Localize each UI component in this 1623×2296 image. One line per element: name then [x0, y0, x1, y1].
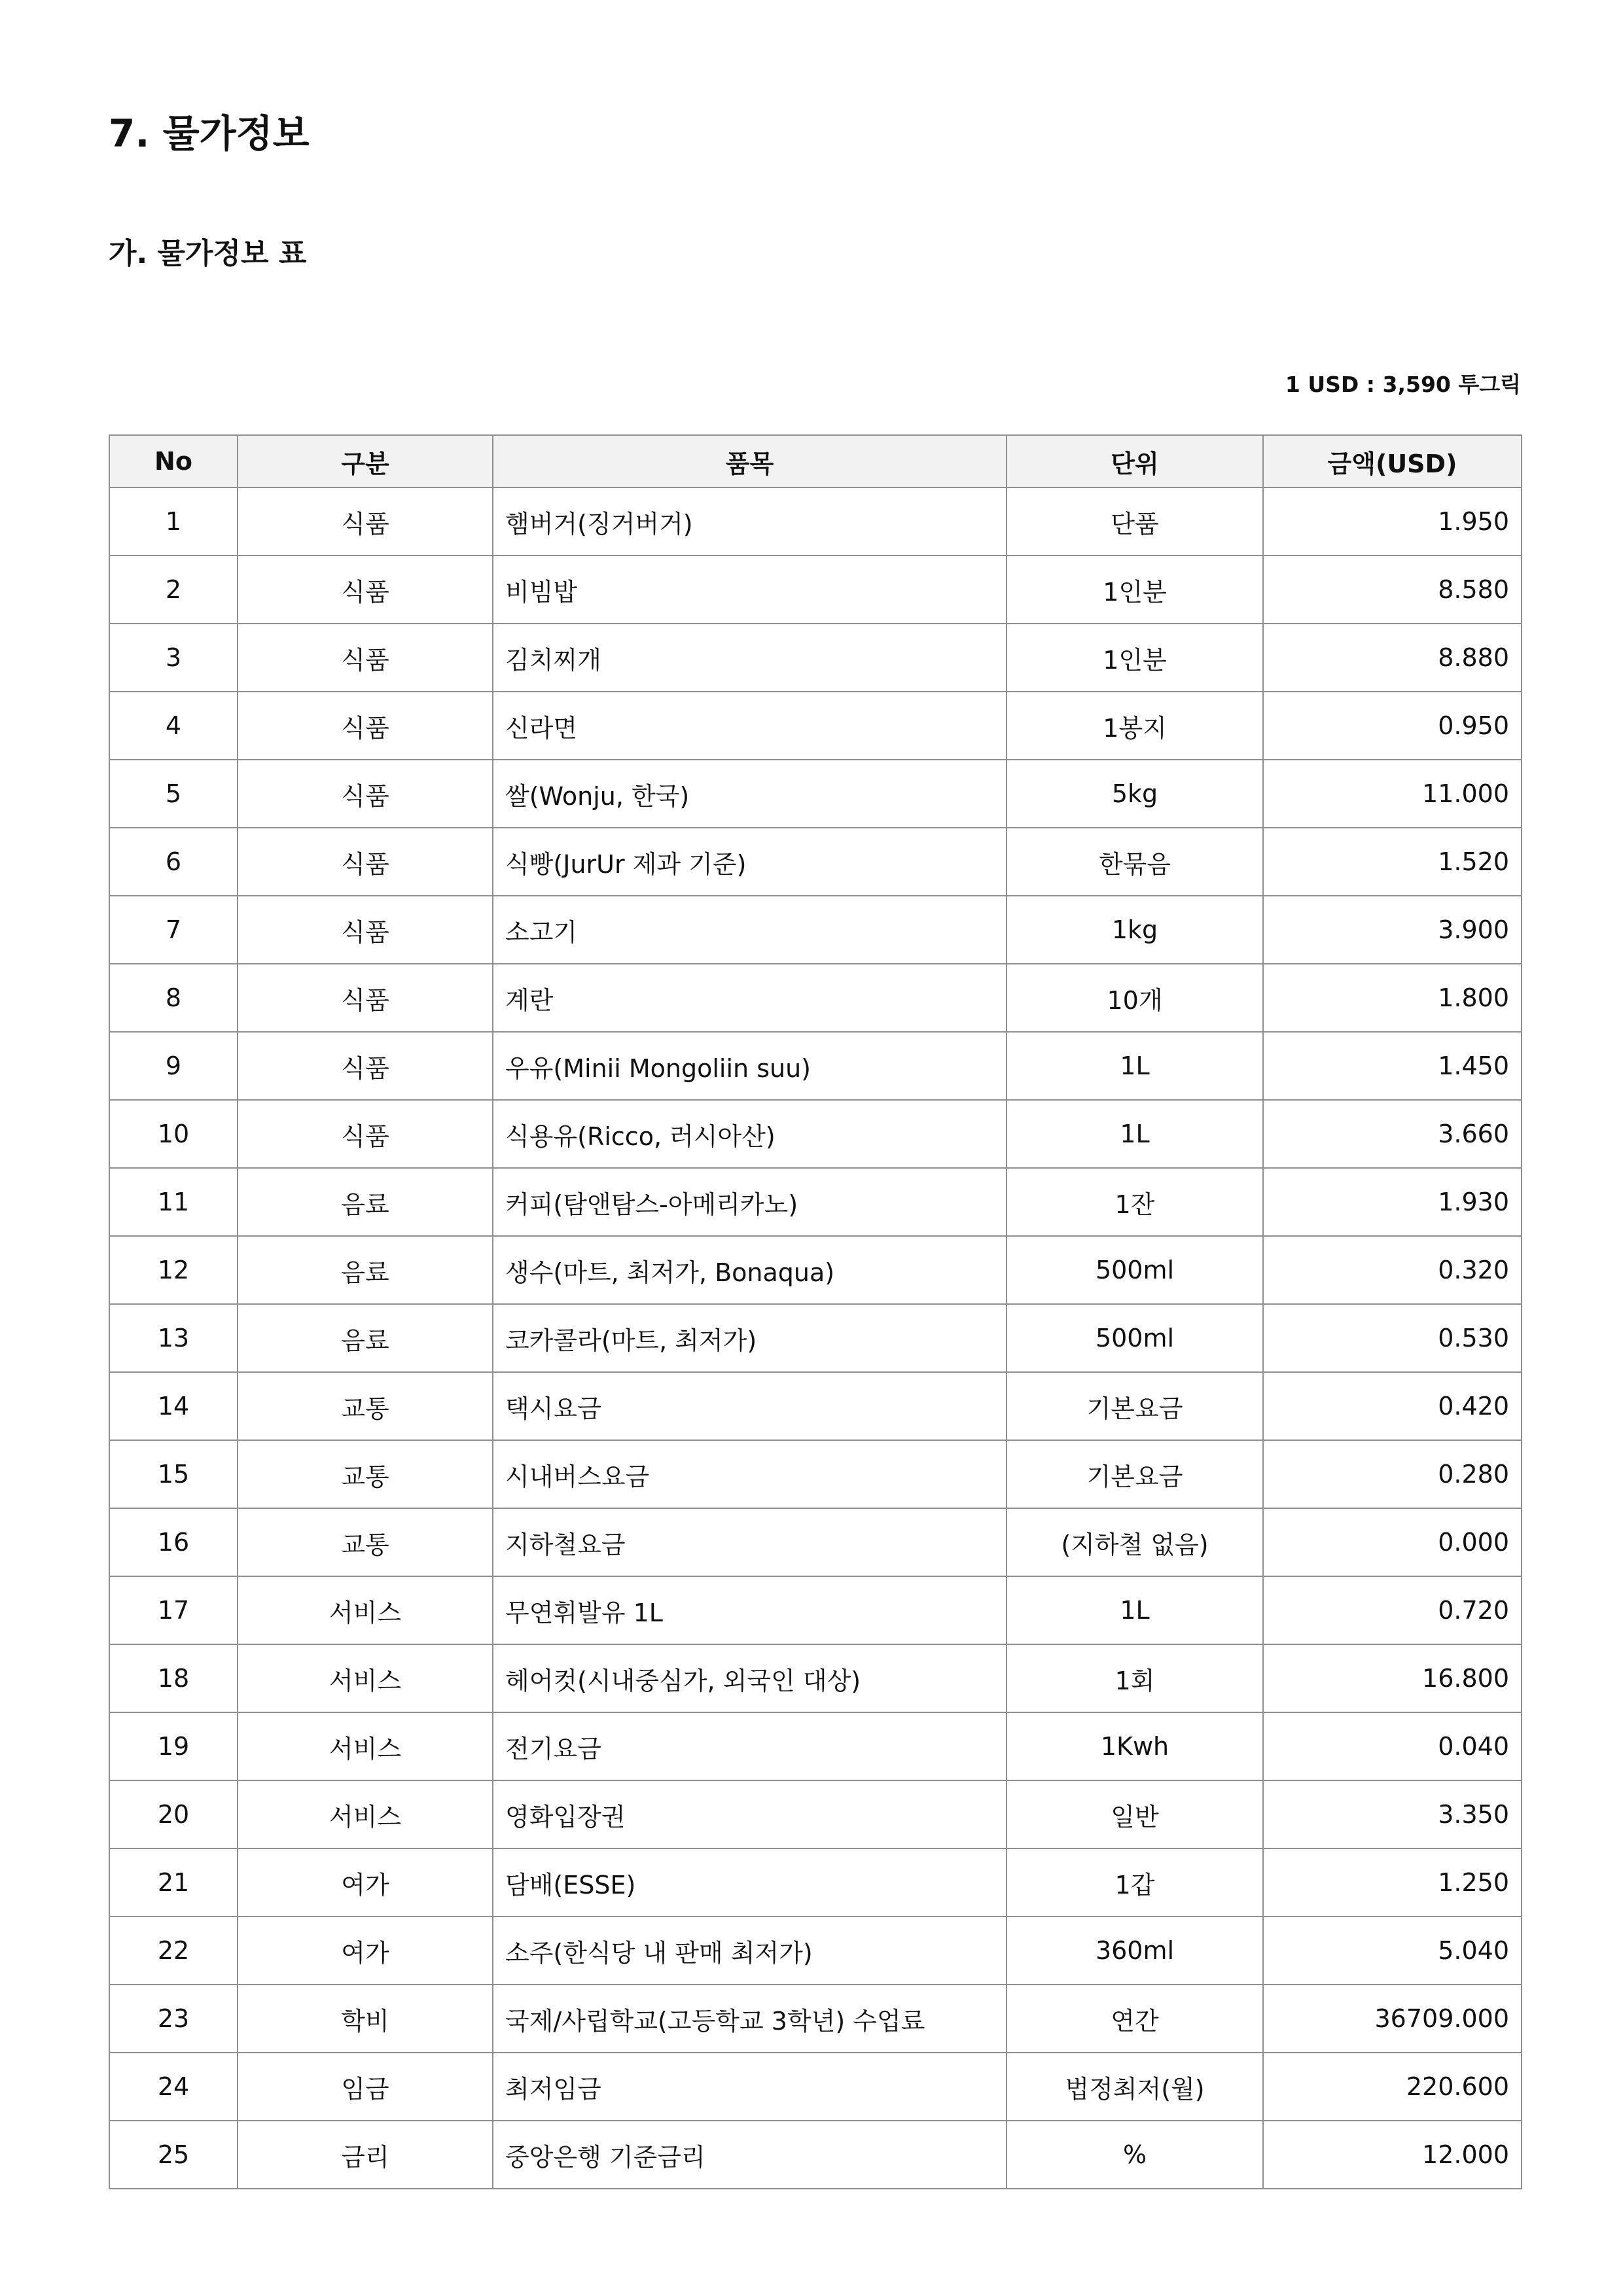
price-table — [109, 434, 1522, 2189]
cell-unit: 기본요금 — [1007, 1440, 1263, 1508]
cell-category: 식품 — [238, 1032, 493, 1100]
cell-no: 4 — [109, 692, 238, 760]
cell-category: 식품 — [238, 1100, 493, 1168]
table-row — [109, 1236, 1522, 1304]
cell-amount: 0.000 — [1263, 1508, 1522, 1576]
cell-no: 25 — [109, 2121, 238, 2189]
cell-no: 6 — [109, 828, 238, 896]
cell-amount: 0.320 — [1263, 1236, 1522, 1304]
table-body — [109, 487, 1522, 2189]
cell-no: 1 — [109, 487, 238, 556]
cell-no: 13 — [109, 1304, 238, 1372]
cell-unit: 360ml — [1007, 1916, 1263, 1985]
cell-unit: 1L — [1007, 1100, 1263, 1168]
cell-item: 무연휘발유 1L — [493, 1576, 1007, 1644]
cell-unit: % — [1007, 2121, 1263, 2189]
cell-item: 햄버거(징거버거) — [493, 487, 1007, 556]
cell-no: 24 — [109, 2053, 238, 2121]
cell-category: 여가 — [238, 1848, 493, 1916]
cell-amount: 1.450 — [1263, 1032, 1522, 1100]
cell-category: 식품 — [238, 556, 493, 624]
table-row — [109, 1712, 1522, 1780]
cell-no: 23 — [109, 1985, 238, 2053]
cell-item: 시내버스요금 — [493, 1440, 1007, 1508]
table-row — [109, 1916, 1522, 1985]
cell-item: 소고기 — [493, 896, 1007, 964]
cell-no: 18 — [109, 1644, 238, 1712]
cell-item: 쌀(Wonju, 한국) — [493, 760, 1007, 828]
table-row — [109, 1644, 1522, 1712]
cell-category: 서비스 — [238, 1576, 493, 1644]
section-title: 7. 물가정보 — [109, 111, 310, 156]
cell-amount: 12.000 — [1263, 2121, 1522, 2189]
table-row — [109, 556, 1522, 624]
cell-item: 영화입장권 — [493, 1780, 1007, 1848]
cell-no: 3 — [109, 624, 238, 692]
table-row — [109, 1372, 1522, 1440]
table-row — [109, 1780, 1522, 1848]
header-item: 품목 — [493, 435, 1007, 487]
header-category: 구분 — [238, 435, 493, 487]
table-row — [109, 896, 1522, 964]
table-row — [109, 1576, 1522, 1644]
cell-unit: 500ml — [1007, 1236, 1263, 1304]
header-unit: 단위 — [1007, 435, 1263, 487]
cell-amount: 36709.000 — [1263, 1985, 1522, 2053]
cell-amount: 16.800 — [1263, 1644, 1522, 1712]
cell-amount: 1.930 — [1263, 1168, 1522, 1236]
cell-no: 16 — [109, 1508, 238, 1576]
cell-item: 계란 — [493, 964, 1007, 1032]
cell-unit: 5kg — [1007, 760, 1263, 828]
cell-no: 12 — [109, 1236, 238, 1304]
cell-item: 택시요금 — [493, 1372, 1007, 1440]
cell-category: 식품 — [238, 964, 493, 1032]
cell-amount: 1.520 — [1263, 828, 1522, 896]
cell-unit: 1인분 — [1007, 624, 1263, 692]
table-row — [109, 1168, 1522, 1236]
cell-item: 국제/사립학교(고등학교 3학년) 수업료 — [493, 1985, 1007, 2053]
cell-amount: 5.040 — [1263, 1916, 1522, 1985]
cell-unit: 1kg — [1007, 896, 1263, 964]
table-row — [109, 1304, 1522, 1372]
cell-item: 헤어컷(시내중심가, 외국인 대상) — [493, 1644, 1007, 1712]
cell-amount: 0.280 — [1263, 1440, 1522, 1508]
cell-amount: 0.950 — [1263, 692, 1522, 760]
cell-amount: 0.530 — [1263, 1304, 1522, 1372]
cell-item: 소주(한식당 내 판매 최저가) — [493, 1916, 1007, 1985]
cell-unit: 1봉지 — [1007, 692, 1263, 760]
cell-item: 코카콜라(마트, 최저가) — [493, 1304, 1007, 1372]
cell-item: 전기요금 — [493, 1712, 1007, 1780]
cell-unit: 500ml — [1007, 1304, 1263, 1372]
cell-category: 교통 — [238, 1508, 493, 1576]
cell-item: 식빵(JurUr 제과 기준) — [493, 828, 1007, 896]
table-row — [109, 1508, 1522, 1576]
cell-unit: 1L — [1007, 1576, 1263, 1644]
cell-amount: 0.720 — [1263, 1576, 1522, 1644]
cell-category: 음료 — [238, 1236, 493, 1304]
header-no: No — [109, 435, 238, 487]
cell-amount: 1.250 — [1263, 1848, 1522, 1916]
cell-no: 2 — [109, 556, 238, 624]
cell-amount: 11.000 — [1263, 760, 1522, 828]
table-row — [109, 487, 1522, 556]
cell-unit: (지하철 없음) — [1007, 1508, 1263, 1576]
cell-no: 5 — [109, 760, 238, 828]
table-row — [109, 1032, 1522, 1100]
cell-category: 식품 — [238, 692, 493, 760]
cell-no: 7 — [109, 896, 238, 964]
cell-unit: 10개 — [1007, 964, 1263, 1032]
cell-no: 20 — [109, 1780, 238, 1848]
cell-unit: 기본요금 — [1007, 1372, 1263, 1440]
cell-amount: 3.660 — [1263, 1100, 1522, 1168]
subsection-title: 가. 물가정보 표 — [109, 237, 307, 270]
cell-category: 음료 — [238, 1168, 493, 1236]
cell-item: 식용유(Ricco, 러시아산) — [493, 1100, 1007, 1168]
table-row — [109, 1440, 1522, 1508]
cell-amount: 3.900 — [1263, 896, 1522, 964]
cell-item: 생수(마트, 최저가, Bonaqua) — [493, 1236, 1007, 1304]
cell-no: 14 — [109, 1372, 238, 1440]
cell-no: 17 — [109, 1576, 238, 1644]
cell-category: 금리 — [238, 2121, 493, 2189]
cell-amount: 0.420 — [1263, 1372, 1522, 1440]
table-row — [109, 2053, 1522, 2121]
cell-category: 교통 — [238, 1440, 493, 1508]
cell-item: 커피(탐앤탐스-아메리카노) — [493, 1168, 1007, 1236]
cell-category: 서비스 — [238, 1712, 493, 1780]
cell-item: 신라면 — [493, 692, 1007, 760]
header-amount: 금액(USD) — [1263, 435, 1522, 487]
cell-unit: 한묶음 — [1007, 828, 1263, 896]
cell-unit: 1갑 — [1007, 1848, 1263, 1916]
table-row — [109, 1848, 1522, 1916]
cell-amount: 8.880 — [1263, 624, 1522, 692]
table-row — [109, 964, 1522, 1032]
cell-category: 식품 — [238, 828, 493, 896]
cell-category: 학비 — [238, 1985, 493, 2053]
cell-category: 음료 — [238, 1304, 493, 1372]
cell-category: 교통 — [238, 1372, 493, 1440]
cell-category: 식품 — [238, 624, 493, 692]
cell-amount: 3.350 — [1263, 1780, 1522, 1848]
cell-item: 지하철요금 — [493, 1508, 1007, 1576]
table-row — [109, 1985, 1522, 2053]
cell-no: 9 — [109, 1032, 238, 1100]
table-row — [109, 692, 1522, 760]
cell-unit: 연간 — [1007, 1985, 1263, 2053]
table-row — [109, 2121, 1522, 2189]
cell-category: 임금 — [238, 2053, 493, 2121]
cell-no: 10 — [109, 1100, 238, 1168]
table-row — [109, 1100, 1522, 1168]
cell-unit: 1회 — [1007, 1644, 1263, 1712]
cell-unit: 1잔 — [1007, 1168, 1263, 1236]
cell-category: 서비스 — [238, 1780, 493, 1848]
table-row — [109, 828, 1522, 896]
cell-unit: 일반 — [1007, 1780, 1263, 1848]
cell-no: 8 — [109, 964, 238, 1032]
cell-no: 19 — [109, 1712, 238, 1780]
cell-unit: 1Kwh — [1007, 1712, 1263, 1780]
cell-amount: 0.040 — [1263, 1712, 1522, 1780]
cell-category: 여가 — [238, 1916, 493, 1985]
cell-item: 김치찌개 — [493, 624, 1007, 692]
cell-category: 서비스 — [238, 1644, 493, 1712]
table-header-row — [109, 435, 1522, 487]
exchange-rate-note: 1 USD : 3,590 투그릭 — [1285, 372, 1521, 397]
table-row — [109, 760, 1522, 828]
table-row — [109, 624, 1522, 692]
cell-item: 비빔밥 — [493, 556, 1007, 624]
cell-amount: 8.580 — [1263, 556, 1522, 624]
cell-no: 21 — [109, 1848, 238, 1916]
cell-unit: 1L — [1007, 1032, 1263, 1100]
cell-unit: 1인분 — [1007, 556, 1263, 624]
cell-item: 최저임금 — [493, 2053, 1007, 2121]
cell-category: 식품 — [238, 896, 493, 964]
cell-no: 15 — [109, 1440, 238, 1508]
cell-item: 우유(Minii Mongoliin suu) — [493, 1032, 1007, 1100]
cell-no: 22 — [109, 1916, 238, 1985]
cell-amount: 220.600 — [1263, 2053, 1522, 2121]
cell-item: 담배(ESSE) — [493, 1848, 1007, 1916]
cell-no: 11 — [109, 1168, 238, 1236]
cell-category: 식품 — [238, 487, 493, 556]
cell-category: 식품 — [238, 760, 493, 828]
cell-amount: 1.800 — [1263, 964, 1522, 1032]
cell-unit: 단품 — [1007, 487, 1263, 556]
cell-item: 중앙은행 기준금리 — [493, 2121, 1007, 2189]
cell-amount: 1.950 — [1263, 487, 1522, 556]
cell-unit: 법정최저(월) — [1007, 2053, 1263, 2121]
